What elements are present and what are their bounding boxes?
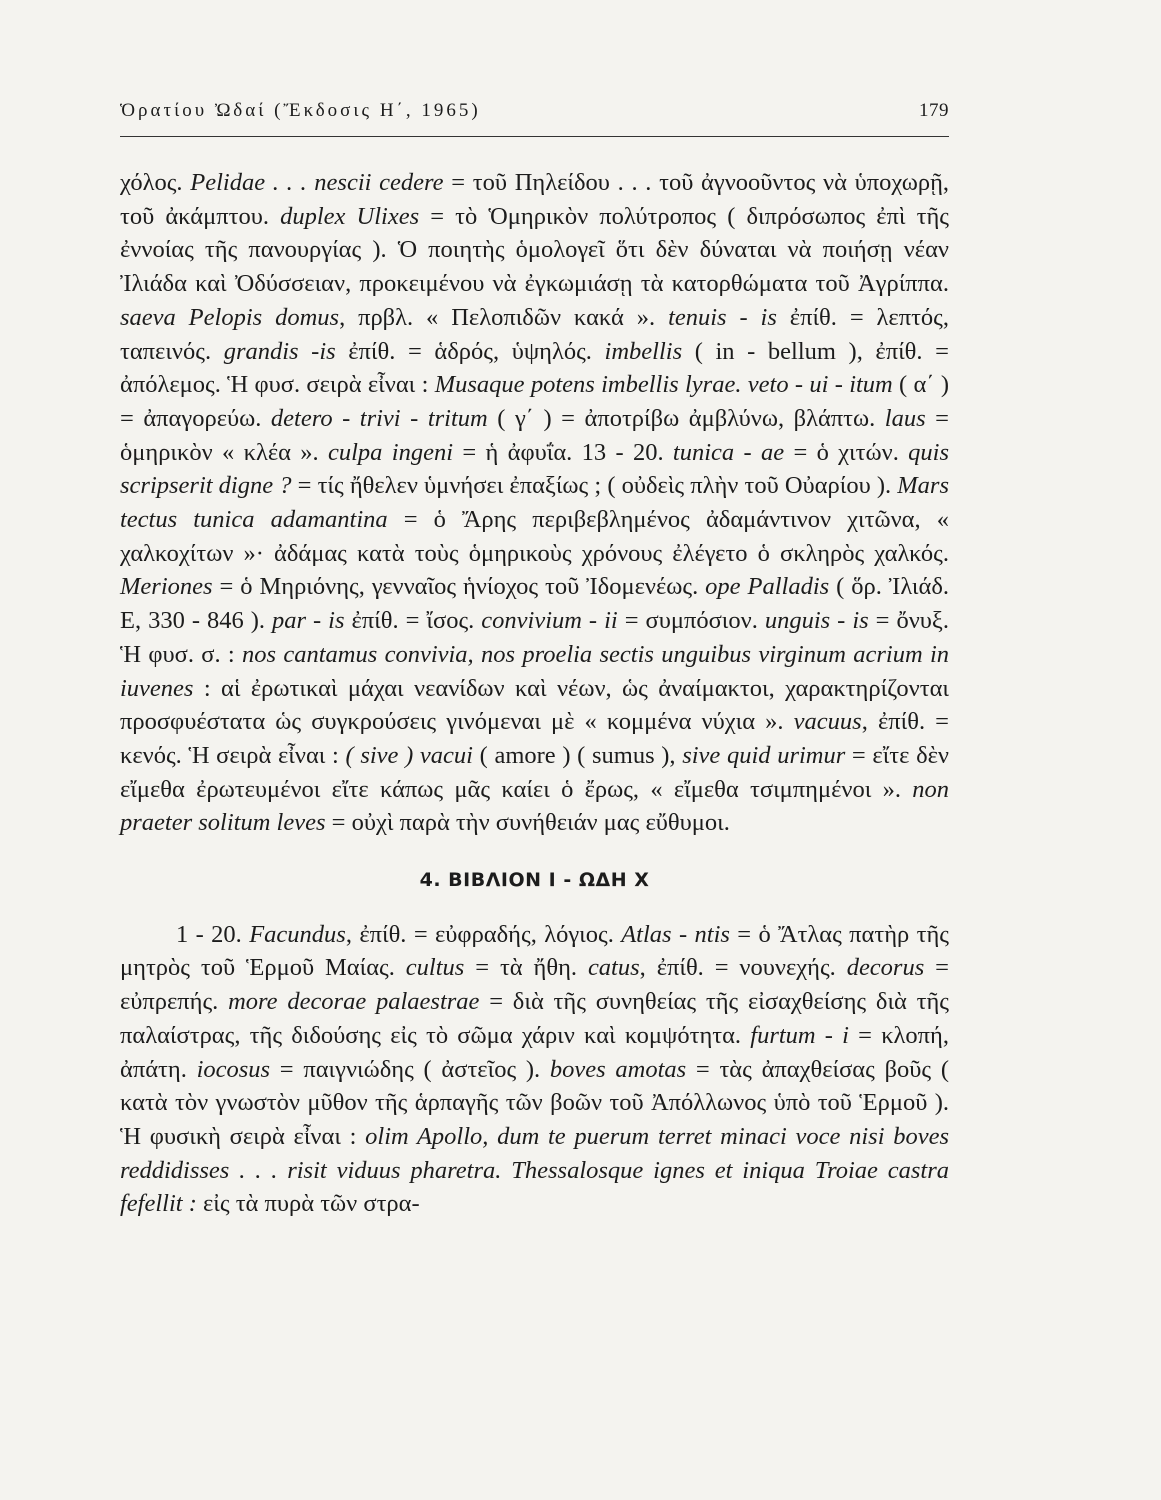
text-run: = κλοπή, ἀπάτη. bbox=[120, 1021, 949, 1083]
text-run: ἐπίθ. = ἁδρός, ὑψηλός. bbox=[335, 337, 605, 365]
latin-term: tunica - ae bbox=[672, 438, 785, 466]
text-run: = ὁ χιτών. bbox=[784, 438, 909, 466]
latin-term: catus bbox=[587, 954, 640, 982]
text-run: = ὁμηρικὸν « κλέα ». bbox=[120, 404, 949, 466]
latin-term: saeva Pelopis domus bbox=[120, 303, 340, 331]
latin-term: Pelidae . . . nescii cedere bbox=[190, 169, 444, 196]
text-run: = ἡ ἀφυΐα. 13 - 20. bbox=[453, 438, 673, 466]
text-run: = εἴτε δὲν εἴμεθα ἐρωτευμένοι εἴτε κάπως μᾶς καίει ὁ ἔρως, « εἴμεθα τσιμπημένοι ». bbox=[120, 741, 949, 803]
latin-term: decorus bbox=[846, 954, 925, 982]
latin-term: quis scripserit digne ? bbox=[120, 438, 949, 500]
text-run: , ἐπίθ. = κενός. Ἡ σειρὰ εἶναι : bbox=[120, 708, 949, 769]
text-run: = ὁ Μηριόνης, γενναῖος ἡνίοχος τοῦ Ἰδομενέως. bbox=[212, 573, 706, 601]
text-run: χόλος. bbox=[120, 169, 191, 196]
paragraph-commentary-ode-ix bbox=[120, 166, 949, 840]
text-run: = τίς ἤθελεν ὑμνήσει ἐπαξίως ; ( οὐδεὶς πλὴν τοῦ Οὐαρίου ). bbox=[291, 472, 898, 500]
text-run: = ὁ Ἄτλας πατὴρ τῆς μητρὸς τοῦ Ἑρμοῦ Μαίας. bbox=[120, 920, 949, 982]
latin-term: Mars tectus tunica adamantina bbox=[120, 472, 949, 534]
latin-term: par - is bbox=[271, 607, 345, 635]
latin-term: laus bbox=[884, 404, 926, 432]
latin-term: grandis -is bbox=[223, 337, 336, 365]
latin-term: furtum - i bbox=[750, 1021, 849, 1049]
page-body bbox=[120, 166, 949, 1221]
latin-term: convivium - ii bbox=[481, 607, 618, 635]
paragraph-commentary-ode-x bbox=[120, 918, 949, 1221]
text-run: = τὰς ἀπαχθείσας βοῦς ( κατὰ τὸν γνωστὸν μῦθον τῆς ἁρπαγῆς τῶν βοῶν τοῦ Ἀπόλλωνος ὑπὸ τοῦ Ἑρμοῦ ). Ἡ φυσικὴ σειρὰ εἶναι : bbox=[120, 1055, 950, 1150]
text-run: = ὁ Ἄρης περιβεβλημένος ἀδαμάντινον χιτῶνα, « χαλκοχίτων »· ἀδάμας κατὰ τοὺς ὁμηρικοὺς χρόνους ἐλέγετο ὁ σκληρὸς χαλκός. bbox=[120, 506, 949, 567]
text-run: = διὰ τῆς συνηθείας τῆς εἰσαχθείσης διὰ τῆς παλαίστρας, τῆς διδούσης εἰς τὸ σῶμα χάριν καὶ κομψότητα. bbox=[120, 988, 950, 1049]
text-run: , πρβλ. « Πελοπιδῶν κακά ». bbox=[339, 303, 669, 331]
latin-term: cultus bbox=[405, 954, 465, 982]
latin-term: culpa ingeni bbox=[328, 438, 454, 466]
page-number: 179 bbox=[919, 100, 949, 121]
latin-term: duplex Ulixes bbox=[280, 202, 420, 230]
running-title: Ὁρατίου Ὠδαί (Ἔκδοσις Η΄, 1965) bbox=[120, 100, 481, 121]
latin-term: ( sive ) vacui bbox=[345, 741, 473, 769]
text-run: ἐπίθ. = λεπτός, ταπεινός. bbox=[120, 303, 950, 365]
text-run: εἰς τὰ πυρὰ τῶν στρα- bbox=[196, 1190, 420, 1218]
latin-term: more decorae palaestrae bbox=[228, 988, 480, 1016]
latin-term: nos cantamus convivia, nos proelia sectis unguibus virginum acrium in iuvenes bbox=[120, 640, 949, 702]
latin-term: olim Apollo, dum te puerum terret minaci voce nisi boves reddidisses . . . risit viduus pharetra. Thessalosque ignes et iniqua Troiae castra fefellit : bbox=[120, 1122, 950, 1218]
latin-term: sive quid urimur bbox=[682, 741, 846, 769]
running-head bbox=[120, 100, 949, 122]
section-heading: 4. ΒΙΒΛΙΟΝ Ι - ΩΔΗ Χ bbox=[419, 869, 650, 892]
text-run: = τὸ Ὁμηρικὸν πολύτροπος ( διπρόσωπος ἐπὶ τῆς ἐννοίας τῆς πανουργίας ). Ὁ ποιητὴς ὁμολογεῖ ὅτι δὲν δύναται νὰ ποιήσῃ νέαν Ἰλιάδα καὶ Ὀδύσσειαν, προκειμένου νὰ ἐγκωμιάσῃ τὰ κατορθώματα τοῦ Ἀγρίππα. bbox=[120, 202, 949, 298]
header-rule bbox=[120, 136, 949, 137]
latin-term: tenuis - is bbox=[668, 303, 777, 331]
latin-term: ope Palladis bbox=[705, 573, 830, 601]
text-run: : αἱ ἐρωτικαὶ μάχαι νεανίδων καὶ νέων, ὡς ἀναίμακτοι, χαρακτηρίζονται προσφυέστατα ὡς συγκρούσεις γινόμεναι μὲ « κομμένα νύχια ». bbox=[120, 674, 949, 736]
latin-term: Musaque potens imbellis lyrae. veto - ui - itum bbox=[434, 371, 893, 399]
text-run: ἐπίθ. = ἴσος. bbox=[344, 607, 482, 635]
latin-term: Atlas - ntis bbox=[621, 920, 730, 948]
text-run: = τοῦ Πηλείδου . . . τοῦ ἀγνοοῦντος νὰ ὑποχωρῇ, τοῦ ἀκάμπτου. bbox=[120, 169, 950, 230]
latin-term: detero - trivi - tritum bbox=[270, 404, 488, 432]
latin-term: Meriones bbox=[120, 573, 213, 601]
latin-term: boves amotas bbox=[549, 1055, 687, 1083]
latin-term: iocosus bbox=[196, 1055, 271, 1083]
latin-term: unguis - is bbox=[764, 607, 869, 635]
text-run: ( ὅρ. Ἰλιάδ. Ε, 330 - 846 ). bbox=[120, 573, 949, 635]
latin-term: imbellis bbox=[604, 337, 683, 365]
text-run: = εὐπρεπής. bbox=[120, 954, 949, 1016]
text-run: = οὐχὶ παρὰ τὴν συνήθειάν μας εὔθυμοι. bbox=[325, 809, 730, 837]
latin-term: non praeter solitum leves bbox=[120, 775, 949, 837]
text-run: 1 - 20. bbox=[176, 920, 250, 948]
text-run: = παιγνιώδης ( ἀστεῖος ). bbox=[270, 1055, 550, 1083]
text-run: ( α΄ ) = ἀπαγορεύω. bbox=[120, 371, 949, 432]
text-run: , ἐπίθ. = εὐφραδής, λόγιος. bbox=[345, 920, 622, 948]
text-run: ( amore ) ( sumus ), bbox=[472, 741, 683, 769]
text-run: ( in - bellum ), ἐπίθ. = ἀπόλεμος. Ἡ φυσ. σειρὰ εἶναι : bbox=[120, 337, 949, 399]
text-run: = ὄνυξ. Ἡ φυσ. σ. : bbox=[120, 607, 949, 668]
latin-term: vacuus bbox=[793, 708, 862, 736]
text-run: = συμπόσιον. bbox=[617, 607, 765, 635]
text-run: = τὰ ἤθη. bbox=[464, 954, 588, 982]
latin-term: Facundus bbox=[249, 920, 346, 948]
text-run: , ἐπίθ. = νουνεχής. bbox=[639, 954, 847, 982]
text-run: ( γ΄ ) = ἀποτρίβω ἀμβλύνω, βλάπτω. bbox=[487, 404, 885, 432]
